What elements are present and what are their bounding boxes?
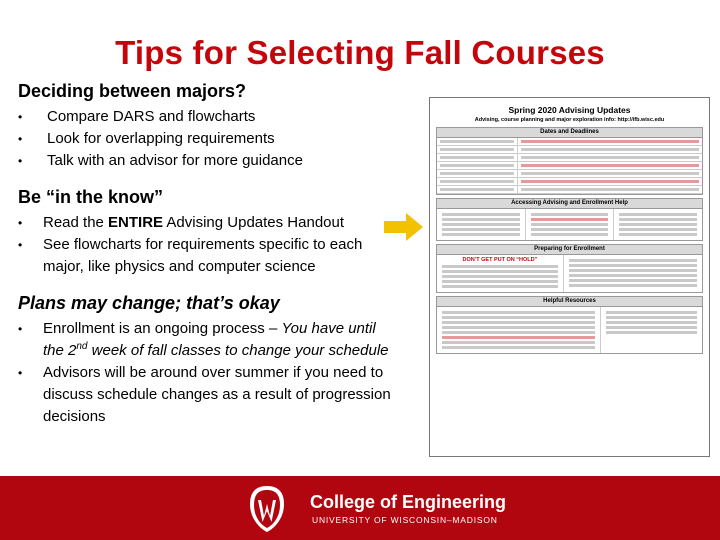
- handout-resources-heading: Helpful Resources: [437, 297, 702, 307]
- table-row: [437, 138, 702, 146]
- handout-advising-heading: Accessing Advising and Enrollment Help: [437, 199, 702, 209]
- bullet-emphasis: ENTIRE: [108, 214, 164, 231]
- university-name: UNIVERSITY OF WISCONSIN–MADISON: [312, 515, 498, 525]
- handout-resources-box: [436, 296, 703, 354]
- list-item: • Look for overlapping requirements: [18, 128, 398, 150]
- handout-hold-warning: DON’T GET PUT ON “HOLD”: [462, 257, 538, 263]
- handout-title: Spring 2020 Advising Updates: [508, 105, 631, 115]
- table-row: [437, 186, 702, 194]
- list-item: • Advisors will be around over summer if you need to discuss schedule changes as a result of progression decisions: [18, 362, 398, 428]
- section-know-heading: Be “in the know”: [18, 187, 164, 207]
- section-majors-list: [18, 106, 398, 172]
- college-name: College of Engineering: [310, 492, 507, 512]
- handout-advising-box: [436, 198, 703, 241]
- table-row: [437, 146, 702, 154]
- bullet-text: Advising Updates Handout: [163, 214, 345, 231]
- list-item: [18, 212, 398, 234]
- right-arrow-icon: [384, 212, 424, 242]
- bullet-text: Read the: [43, 214, 109, 231]
- advising-handout-thumbnail: [429, 97, 710, 457]
- section-know-list: [18, 212, 398, 278]
- tips-content: [18, 80, 398, 442]
- handout-subtitle: Advising, course planning and major exploration info: http://ifb.wisc.edu: [474, 117, 665, 123]
- list-item: • See flowcharts for requirements specific to each major, like physics and computer science: [18, 234, 398, 278]
- handout-enrollment-heading: Preparing for Enrollment: [437, 245, 702, 255]
- handout-enrollment-box: [436, 244, 703, 293]
- section-majors-heading: Deciding between majors?: [18, 81, 247, 101]
- section-plans-list: [18, 318, 398, 428]
- list-item: • Compare DARS and flowcharts: [18, 106, 398, 128]
- handout-dates-heading: Dates and Deadlines: [437, 128, 702, 138]
- list-item: [18, 318, 398, 362]
- table-row: [437, 170, 702, 178]
- slide-title: Tips for Selecting Fall Courses: [115, 34, 605, 71]
- table-row: [437, 162, 702, 170]
- table-row: [437, 154, 702, 162]
- bullet-superscript: nd: [76, 341, 88, 352]
- list-item: • Talk with an advisor for more guidance: [18, 150, 398, 172]
- bullet-italic: You have until the 2: [43, 320, 376, 359]
- bullet-text: Enrollment is an ongoing process –: [43, 320, 282, 337]
- table-row: [437, 178, 702, 186]
- section-plans-heading: Plans may change; that’s okay: [18, 293, 280, 313]
- handout-dates-box: [436, 127, 703, 195]
- uw-crest-logo: [238, 484, 296, 534]
- bullet-italic: week of fall classes to change your schedule: [87, 342, 389, 359]
